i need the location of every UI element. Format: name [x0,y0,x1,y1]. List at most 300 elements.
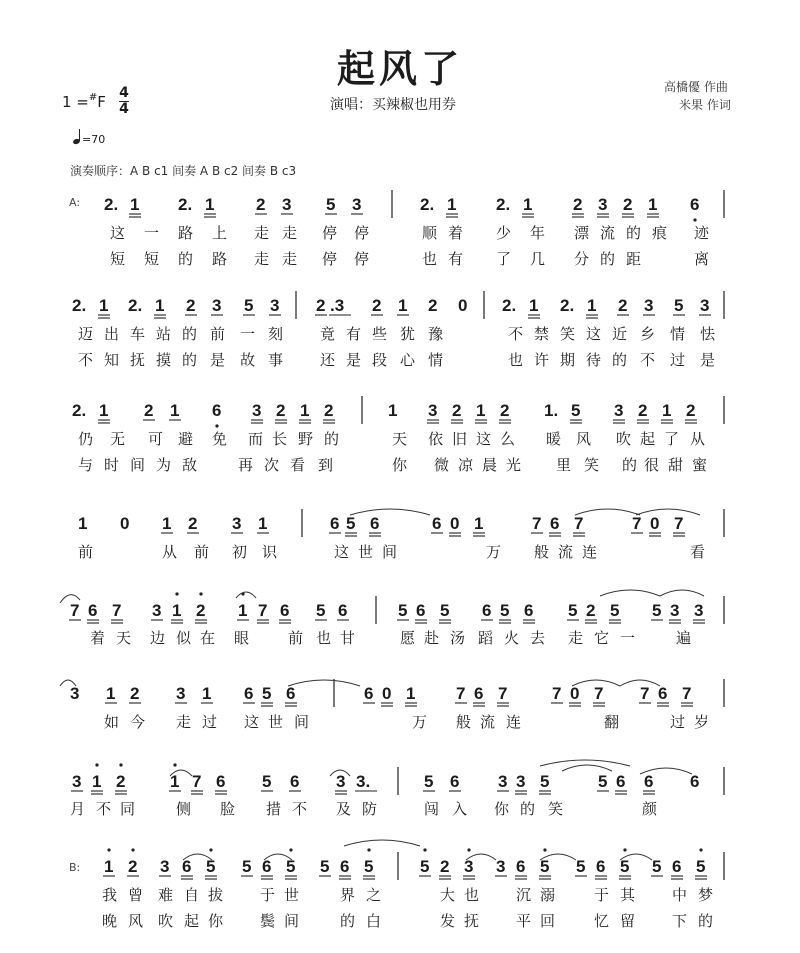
note-digit: 1 [170,772,180,791]
note-digit: 0 [650,514,660,533]
song-title: 起风了 [336,47,463,91]
lyric-char: 凉 [458,456,474,474]
note-digit: 7 [640,684,650,703]
note-digit: 5 [540,857,550,876]
lyric-char: 还 [320,351,336,369]
lyric-char: 么 [500,430,516,448]
note-digit: 6 [516,857,526,876]
lyric-char: 回 [540,912,556,930]
note-digit: 3 [598,195,608,214]
high-octave-dot [95,763,98,766]
lyric-char: 难 [158,886,174,904]
lyric-char: 过 [670,351,686,369]
lyric-char: 间 [382,543,398,561]
lyric-char: 万 [486,543,502,561]
lyric-char: 短 [110,250,126,268]
note-digit: 2 [256,195,266,214]
note-digit: .3 [330,296,345,315]
note-digit: 5 [440,601,450,620]
lyric-char: 不 [96,800,112,818]
lyric-char: 上 [212,224,228,242]
lyric-char: 风 [576,430,592,448]
note-digit: 5 [286,857,296,876]
note-digit: 6 [482,601,492,620]
note-digit: 1 [648,195,658,214]
note-digit: 1 [447,195,457,214]
lyric-char: 与 [78,456,94,474]
high-octave-dot [131,848,134,851]
note-digit: 3 [176,684,186,703]
lyric-char: 连 [506,713,522,731]
lyric-char: 着 [90,629,106,647]
note-digit: 5 [576,857,586,876]
lyric-char: 停 [354,224,370,242]
lyric-char: 停 [322,224,338,242]
note-digit: 1 [78,514,88,533]
high-octave-dot [467,848,470,851]
lyric-char: 天 [116,629,132,647]
lyric-char: 蹈 [478,629,494,647]
note-digit: 3 [336,772,346,791]
note-digit: 3 [670,601,680,620]
lyric-char: 不 [508,325,524,343]
note-digit: 7 [498,684,508,703]
lyric-char: 有 [448,250,464,268]
lyric-char: 白 [366,912,382,930]
lyric-char: 走 [254,224,270,242]
lyric-char: 般 [456,713,472,731]
lyric-char: 似 [176,629,192,647]
note-digit: 1 [406,684,416,703]
lyric-char: 的 [626,224,642,242]
note-digit: 6 [330,514,340,533]
lyric-char: 溺 [540,886,556,904]
note-digit: 1 [258,514,268,533]
lyric-char: 忆 [594,912,610,930]
lyric-char: 前 [194,543,210,561]
note-digit: 1 [474,514,484,533]
lyric-char: 野 [298,430,314,448]
lyric-char: 为 [156,456,172,474]
note-digit: 1 [92,772,102,791]
lyric-char: 离 [694,250,710,268]
lyric-char: 是 [346,351,362,369]
note-digit: 5 [674,296,684,315]
lyric-char: 些 [372,325,388,343]
note-digit: 5 [206,857,216,876]
note-digit: 2 [144,401,154,420]
lyric-char: 也 [464,886,480,904]
note-digit: 5 [364,857,374,876]
note-digit: 7 [532,514,542,533]
high-octave-dot [173,763,176,766]
note-digit: 2. [420,195,435,214]
note-digit: 2 [316,296,326,315]
note-digit: 5 [320,857,330,876]
note-digit: 6 [280,601,290,620]
high-octave-dot [209,848,212,851]
lyric-char: 走 [568,629,584,647]
lyric-char: 一 [620,629,636,647]
lyric-char: 乡 [640,325,656,343]
note-digit: 6 [338,601,348,620]
lyric-char: 再 [238,456,254,474]
lyric-char: 过 [670,713,686,731]
note-digit: 6 [658,684,668,703]
note-digit: 6 [290,772,300,791]
note-digit: 7 [112,601,122,620]
tie-arc [236,592,256,598]
note-digit: 3 [152,601,162,620]
note-digit: 5 [262,684,272,703]
note-digit: 1 [238,601,248,620]
lyric-char: 的 [520,800,536,818]
lyric-char: 起 [640,430,656,448]
tie-arc [575,509,640,515]
note-digit: 3 [70,684,80,703]
lyric-char: 这 [244,713,260,731]
singer-credit: 演唱：买辣椒也用券 [330,97,456,113]
note-digit: 7 [456,684,466,703]
lyric-char: 笑 [560,325,576,343]
note-digit: 6 [182,857,192,876]
lyric-char: 路 [212,250,228,268]
lyric-char: 段 [372,351,388,369]
note-digit: 2. [128,296,143,315]
lyric-char: 也 [508,351,524,369]
note-digit: 0 [120,514,130,533]
note-digit: 5 [398,601,408,620]
high-octave-dot [119,763,122,766]
note-digit: 6 [690,772,700,791]
lyric-char: 可 [148,430,164,448]
lyric-char: 依 [428,430,444,448]
lyric-char: 故 [240,351,256,369]
note-digit: 2 [428,296,438,315]
note-digit: 5 [244,296,254,315]
note-digit: 5 [540,772,550,791]
note-digit: 1 [523,195,533,214]
lyric-char: 连 [582,543,598,561]
lyric-char: 汤 [450,629,466,647]
note-digit: 7 [70,601,80,620]
lyric-char: 你 [392,456,408,474]
lyric-char: 有 [346,325,362,343]
note-digit: 7 [192,772,202,791]
lyric-char: 这 [334,543,350,561]
note-digit: 2 [500,401,510,420]
note-digit: 5 [620,857,630,876]
lyric-char: 的 [622,456,638,474]
lyric-char: 心 [400,351,416,369]
high-octave-dot [543,848,546,851]
lyric-char: 今 [130,713,146,731]
note-digit: 6 [432,514,442,533]
lyric-char: 的 [324,430,340,448]
note-digit: 3. [356,772,371,791]
lyric-char: 眼 [234,629,250,647]
lyric-char: 走 [282,224,298,242]
lyric-char: 曾 [128,886,144,904]
note-digit: 5 [598,772,608,791]
note-digit: 1. [544,401,559,420]
lyric-char: 去 [530,629,546,647]
lyric-char: 许 [534,351,550,369]
lyric-char: 识 [262,543,278,561]
lyric-char: 风 [128,912,144,930]
lyric-char: 流 [558,543,574,561]
tie-arc [344,840,420,846]
lyric-char: 怯 [700,325,716,343]
note-digit: 5 [696,857,706,876]
note-digit: 3 [694,601,704,620]
lyric-char: 初 [232,543,248,561]
note-digit: 5 [652,601,662,620]
lyric-char: 避 [178,430,194,448]
lyric-char: 短 [144,250,160,268]
lyric-char: 这 [476,430,492,448]
note-digit: 1 [529,296,539,315]
note-digit: 2 [186,296,196,315]
lyric-char: 同 [120,800,136,818]
lyric-char: 在 [200,629,216,647]
lyric-char: 距 [626,250,642,268]
lyric-char: 免 [212,430,228,448]
lyric-char: 的 [612,351,628,369]
note-digit: 5 [652,857,662,876]
note-digit: 3 [644,296,654,315]
lyric-char: 的 [698,912,714,930]
lyric-char: 刻 [268,325,284,343]
note-digit: 5 [262,772,272,791]
lyric-char: 看 [290,456,306,474]
note-digit: 2 [440,857,450,876]
note-digit: 3 [160,857,170,876]
lyric-char: 下 [672,912,688,930]
high-octave-dot [367,848,370,851]
tie-arc [600,590,660,596]
lyric-char: 是 [700,351,716,369]
note-digit: 0 [570,684,580,703]
note-digit: 6 [474,684,484,703]
lyric-char: 火 [504,629,520,647]
lyric-char: 一 [240,325,256,343]
lyric-char: 甘 [340,629,356,647]
note-digit: 3 [72,772,82,791]
lyric-char: 留 [620,912,636,930]
high-octave-dot [699,848,702,851]
high-octave-dot [107,848,110,851]
note-digit: 3 [232,514,242,533]
lyric-char: 天 [392,430,408,448]
lyric-char: 过 [202,713,218,731]
note-digit: 6 [524,601,534,620]
lyric-char: 沉 [516,886,532,904]
lyric-char: 闯 [424,800,440,818]
note-digit: 6 [596,857,606,876]
lyric-char: 流 [600,224,616,242]
note-digit: 5 [420,857,430,876]
lyric-char: 岁 [694,713,710,731]
time-top: 4 [119,85,129,101]
lyric-char: 走 [282,250,298,268]
lyric-char: 赴 [424,629,440,647]
note-digit: 5 [424,772,434,791]
note-digit: 5 [346,514,356,533]
note-digit: 6 [690,195,700,214]
high-octave-dot [289,848,292,851]
note-digit: 6 [450,772,460,791]
lyric-char: 次 [264,456,280,474]
lyric-char: 走 [176,713,192,731]
note-digit: 1 [587,296,597,315]
lyric-char: 界 [340,886,356,904]
lyric-char: 不 [78,351,94,369]
note-digit: 3 [270,296,280,315]
lyric-char: 其 [620,886,636,904]
note-digit: 0 [382,684,392,703]
lyric-char: 自 [184,886,200,904]
lyric-char: 如 [104,713,120,731]
lyric-char: 中 [672,886,688,904]
lyric-char: 而 [248,430,264,448]
note-digit: 3 [428,401,438,420]
lyric-char: 里 [556,456,572,474]
lyric-char: 于 [260,886,276,904]
note-digit: 2 [686,401,696,420]
note-digit: 1 [476,401,486,420]
tie-arc [562,765,612,771]
note-digit: 6 [364,684,374,703]
lyric-char: 起 [184,912,200,930]
lyric-char: 间 [294,713,310,731]
lyric-char: 暖 [546,430,562,448]
note-digit: 2 [372,296,382,315]
lyric-char: 晚 [102,912,118,930]
lyric-char: 很 [644,456,660,474]
note-digit: 6 [416,601,426,620]
note-digit: 1 [388,401,398,420]
lyric-char: 前 [78,543,94,561]
note-digit: 1 [170,401,180,420]
lyric-char: 从 [690,430,706,448]
note-digit: 2 [116,772,126,791]
lyric-char: 待 [586,351,602,369]
lyric-char: 微 [434,456,450,474]
note-digit: 6 [672,857,682,876]
lyric-char: 痕 [652,224,668,242]
composer-credit: 高橋優 作曲 [664,80,728,94]
lyric-char: 的 [340,912,356,930]
lyric-char: 豫 [428,325,444,343]
lyric-char: 甜 [668,456,684,474]
lyric-char: 少 [496,224,512,242]
lyricist-credit: 米果 作词 [679,98,731,112]
lyric-char: 是 [210,351,226,369]
lyric-char: 的 [182,325,198,343]
lyric-char: 旧 [452,430,468,448]
lyric-char: 期 [560,351,576,369]
note-digit: 2 [586,601,596,620]
lyric-char: 从 [162,543,178,561]
lyric-char: 笑 [584,456,600,474]
lyric-char: 间 [284,912,300,930]
section-b-label: B: [69,861,81,874]
lyric-char: 前 [288,629,304,647]
lyric-char: 你 [208,912,224,930]
lyric-char: 遍 [676,629,692,647]
lyric-char: 拔 [208,886,224,904]
note-digit: 1 [202,684,212,703]
note-digit: 7 [574,514,584,533]
note-digit: 6 [616,772,626,791]
lyric-char: 不 [640,351,656,369]
lyric-char: 车 [130,325,146,343]
lyric-char: 之 [366,886,382,904]
lyric-char: 站 [156,325,172,343]
low-octave-dot [215,424,218,427]
lyric-char: 长 [272,430,288,448]
lyric-char: 抚 [130,351,146,369]
note-digit: 7 [258,601,268,620]
lyric-char: 前 [210,325,226,343]
note-digit: 2 [638,401,648,420]
note-digit: 6 [550,514,560,533]
lyric-char: 光 [506,456,522,474]
note-digit: 3 [252,401,262,420]
lyric-char: 这 [586,325,602,343]
note-digit: 3 [700,296,710,315]
lyric-char: 仍 [78,430,94,448]
lyric-char: 平 [516,912,532,930]
lyric-char: 的 [600,250,616,268]
lyric-char: 的 [182,351,198,369]
lyric-char: 敌 [182,456,198,474]
note-digit: 1 [104,857,114,876]
lyric-char: 看 [690,543,706,561]
lyric-char: 大 [440,886,456,904]
note-digit: 1 [172,601,182,620]
lyric-char: 时 [104,456,120,474]
lyric-char: 知 [104,351,120,369]
note-digit: 0 [458,296,468,315]
note-digit: 7 [682,684,692,703]
lyric-char: 世 [284,886,300,904]
high-octave-dot [423,848,426,851]
note-digit: 2 [128,857,138,876]
note-digit: 5 [500,601,510,620]
lyric-char: 情 [670,325,686,343]
note-digit: 6 [262,857,272,876]
lyric-char: 竟 [320,325,336,343]
lyric-char: 着 [448,224,464,242]
note-digit: 2. [502,296,517,315]
lyric-char: 梦 [698,886,714,904]
lyric-char: 一 [144,224,160,242]
lyric-char: 年 [530,224,546,242]
note-digit: 2. [178,195,193,214]
lyric-char: 防 [362,800,378,818]
lyric-char: 月 [70,800,86,818]
note-digit: 2. [72,401,87,420]
lyric-char: 入 [452,800,468,818]
note-digit: 5 [610,601,620,620]
lyric-char: 无 [110,430,126,448]
note-digit: 3 [282,195,292,214]
lyric-char: 发 [440,912,456,930]
note-digit: 7 [632,514,642,533]
note-digit: 6 [88,601,98,620]
